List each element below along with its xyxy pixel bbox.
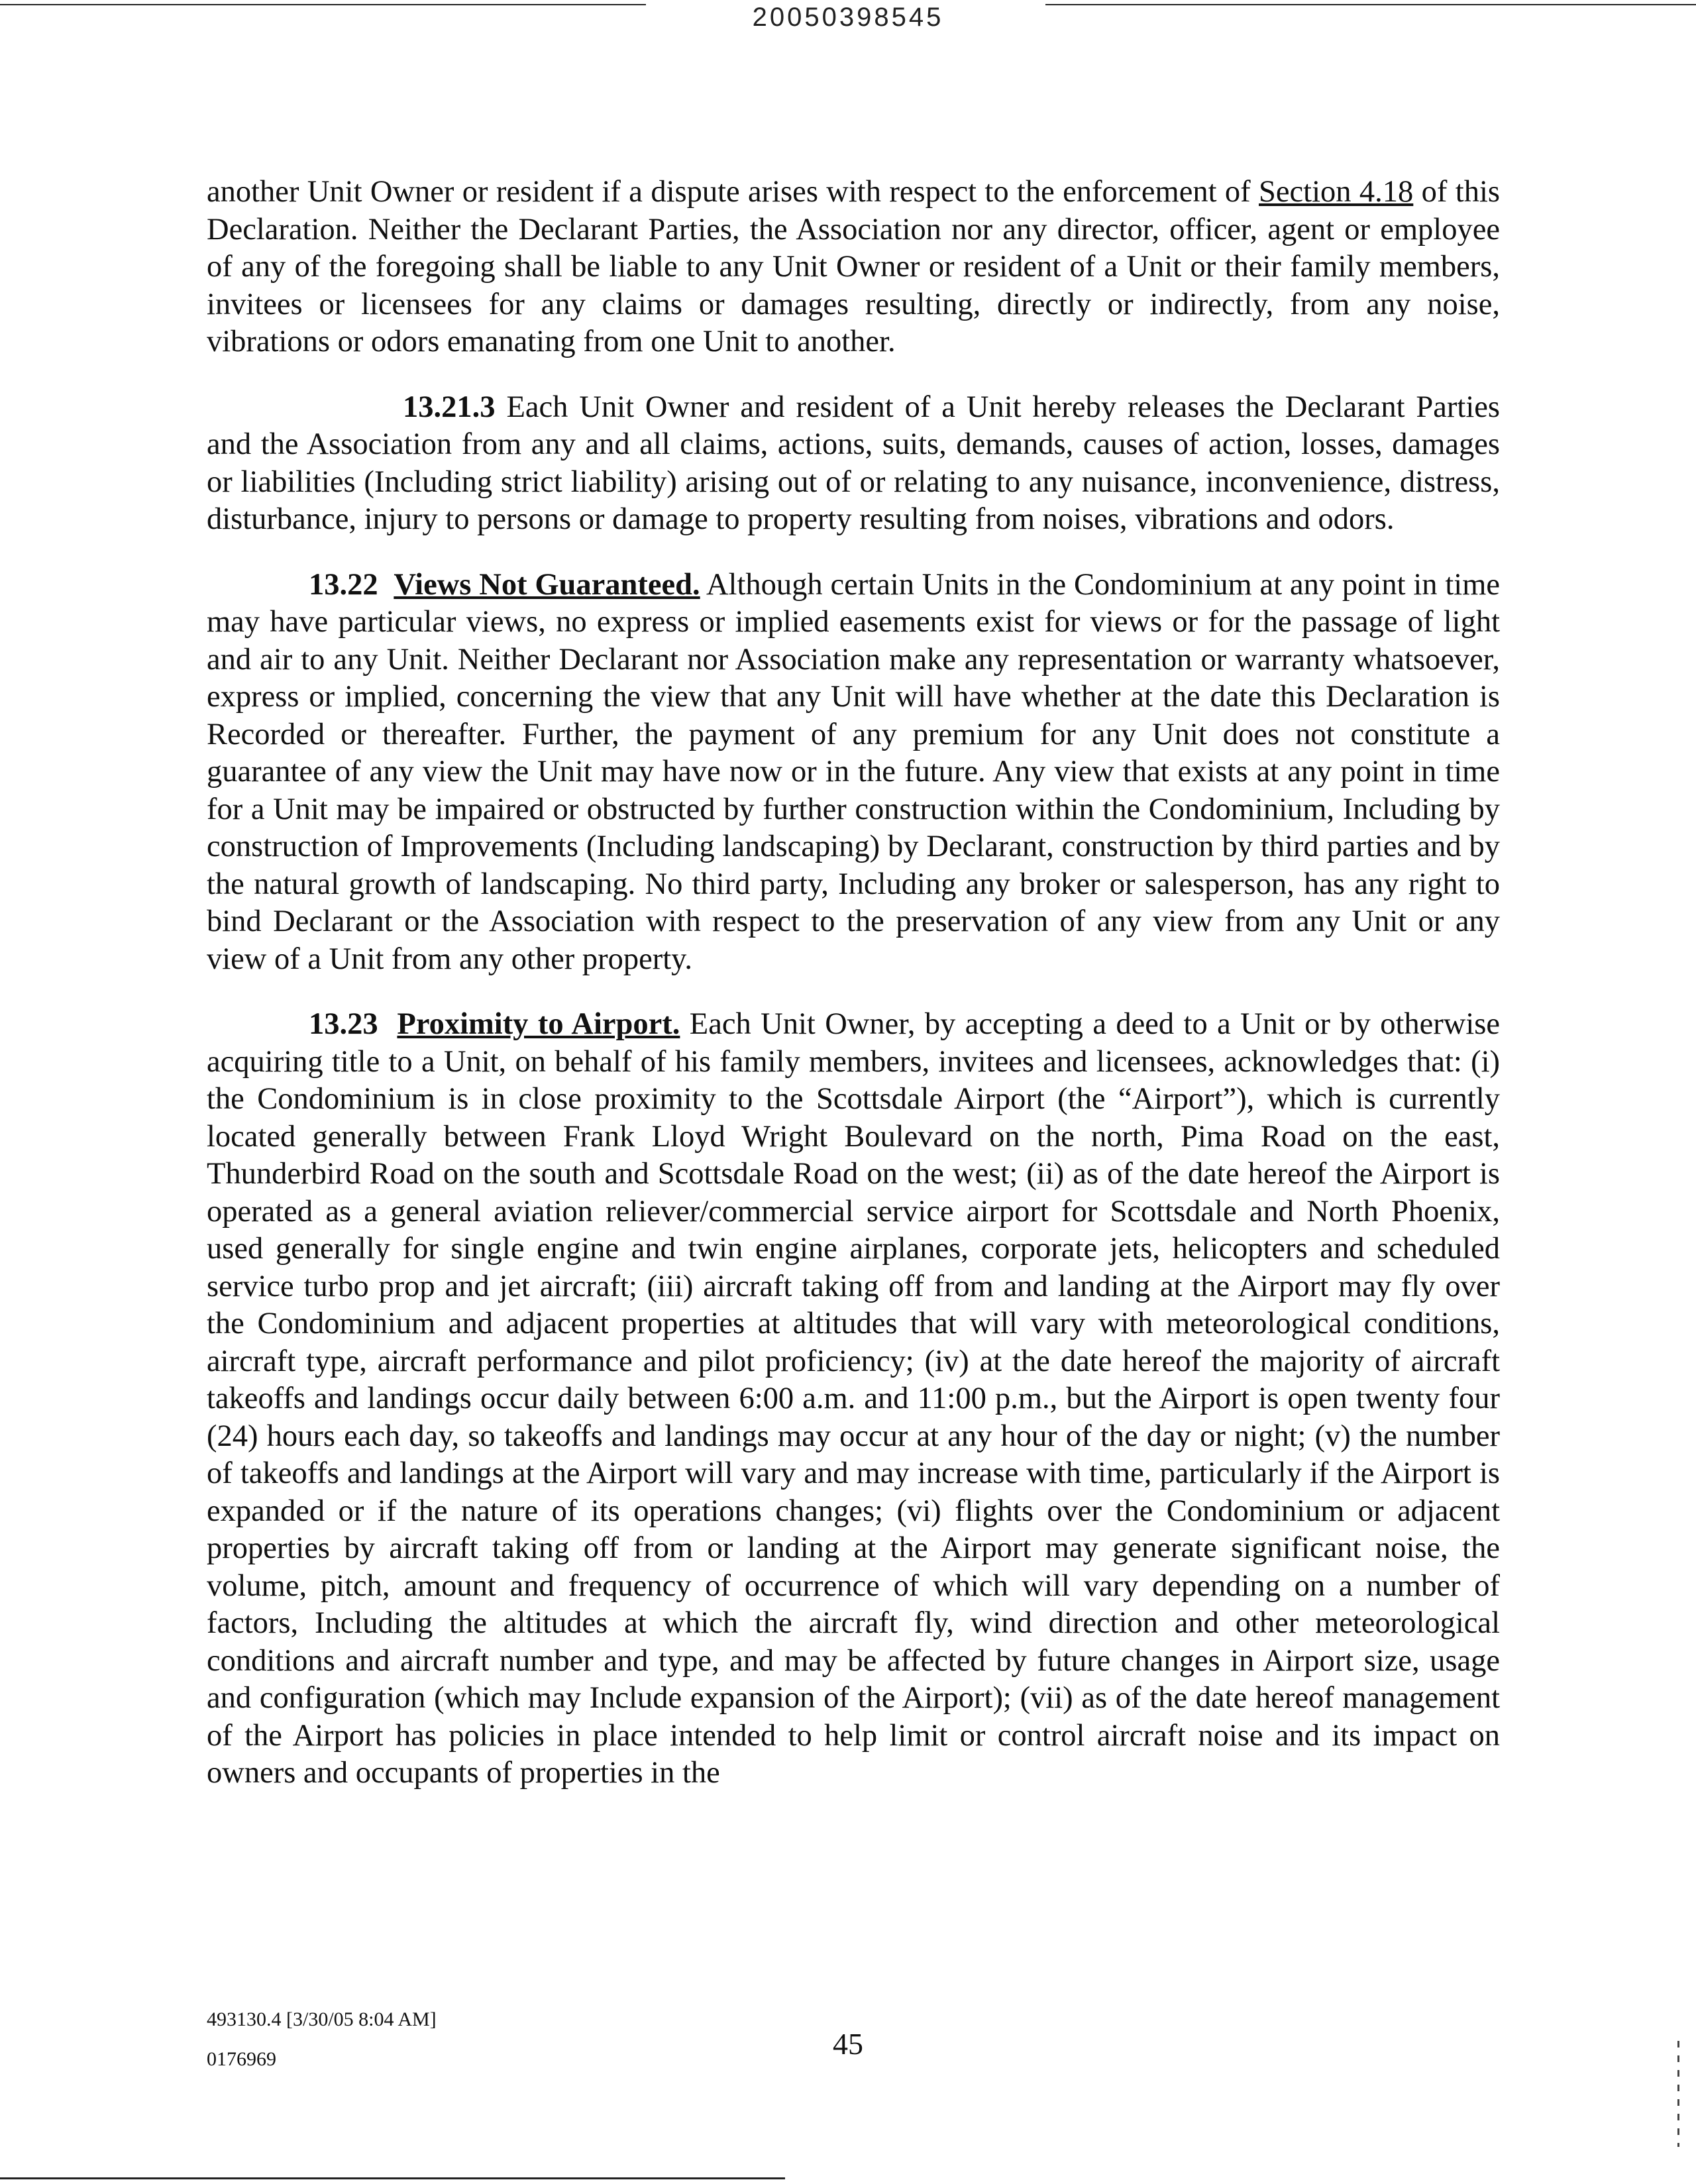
paragraph-continuation [207,174,1500,361]
document-body [207,174,1500,1792]
paragraph-13-23 [207,1006,1500,1792]
paragraph-13-21-3 [207,389,1500,539]
section-number: 13.22 [309,567,378,602]
paragraph-text: Although certain Units in the Condominium at any point in time may have particular views, no express or implied easements exist for views or for the passage of light and air to any Unit. Neither Declarant nor Association make any representation or warranty whatsoever, express or implied, concerning the view that any Unit will have whether at the date this Declaration is Recorded or thereafter. Further, the payment of any premium for any Unit does not constitute a guarantee of any view the Unit may have now or in the future. Any view that exists at any point in time for a Unit may be impaired or obstructed by further construction within the Condominium, Including by construction of Improvements (Including landscaping) by Declarant, construction by third parties and by the natural growth of landscaping. No third party, Including any broker or salesperson, has any right to bind Declarant or the Association with respect to the preservation of any view from any Unit or any view of a Unit from any other property. [207,567,1501,976]
footer-identifiers [207,2000,437,2079]
section-title: Views Not Guaranteed. [394,567,700,602]
footer-doc-id: 493130.4 [3/30/05 8:04 AM] [207,2008,437,2030]
page-number: 45 [833,2027,863,2061]
section-number: 13.21.3 [403,390,496,424]
section-title: Proximity to Airport. [397,1007,680,1041]
paragraph-13-22 [207,567,1500,979]
paragraph-text: of this Declaration. Neither the Declarant Parties, the Association nor any director, officer, agent or employee of any of the foregoing shall be liable to any Unit Owner or resident of a Unit or their family members, invitees or licensees for any claims or damages resulting, directly or indirectly, from any noise, vibrations or odors emanating from one Unit to another. [207,175,1500,358]
scan-edge-marks [1677,2041,1679,2147]
footer-file-number: 0176969 [207,2048,276,2070]
paragraph-text: another Unit Owner or resident if a dispute arises with respect to the enforcement of [207,175,1259,209]
bottom-rule [0,2177,785,2179]
section-reference-link: Section 4.18 [1259,175,1414,209]
recording-number: 20050398545 [752,3,944,32]
top-rule-left [0,4,646,5]
paragraph-text: Each Unit Owner, by accepting a deed to a Unit or by otherwise acquiring title to a Unit, on behalf of his family members, invitees and licensees, acknowledges that: (i) the Condominium is in close proximity to the Scottsdale Airport (the “Airport”), which is currently located generally between Frank Lloyd Wright Boulevard on the north, Pima Road on the east, Thunderbird Road on the south and Scottsdale Road on the west; (ii) as of the date hereof the Airport is operated as a general aviation reliever/commercial service airport for Scottsdale and North Phoenix, used generally for single engine and twin engine airplanes, corporate jets, helicopters and scheduled service turbo prop and jet aircraft; (iii) aircraft taking off from and landing at the Airport may fly over the Condominium and adjacent properties at altitudes that will vary with meteorological conditions, aircraft type, aircraft performance and pilot proficiency; (iv) at the date hereof the majority of aircraft takeoffs and landings occur daily between 6:00 a.m. and 11:00 p.m., but the Airport is open twenty four (24) hours each day, so takeoffs and landings may occur at any hour of the day or night; (v) the number of takeoffs and landings at the Airport will vary and may increase with time, particularly if the Airport is expanded or if the nature of its operations changes; (vi) flights over the Condominium or adjacent properties by aircraft taking off from or landing at the Airport may generate significant noise, the volume, pitch, amount and frequency of occurrence of which will vary depending on a number of factors, Including the altitudes at which the aircraft fly, wind direction and other meteorological conditions and aircraft number and type, and may be affected by future changes in Airport size, usage and configuration (which may Include expansion of the Airport); (vii) as of the date hereof management of the Airport has policies in place intended to help limit or control aircraft noise and its impact on owners and occupants of properties in the [207,1007,1501,1790]
section-number: 13.23 [309,1007,378,1041]
paragraph-text: Each Unit Owner and resident of a Unit hereby releases the Declarant Parties and the Association from any and all claims, actions, suits, demands, causes of action, losses, damages or liabilities (Including strict liability) arising out of or relating to any nuisance, inconvenience, distress, disturbance, injury to persons or damage to property resulting from noises, vibrations and odors. [207,390,1500,536]
top-rule-right [1045,4,1696,5]
